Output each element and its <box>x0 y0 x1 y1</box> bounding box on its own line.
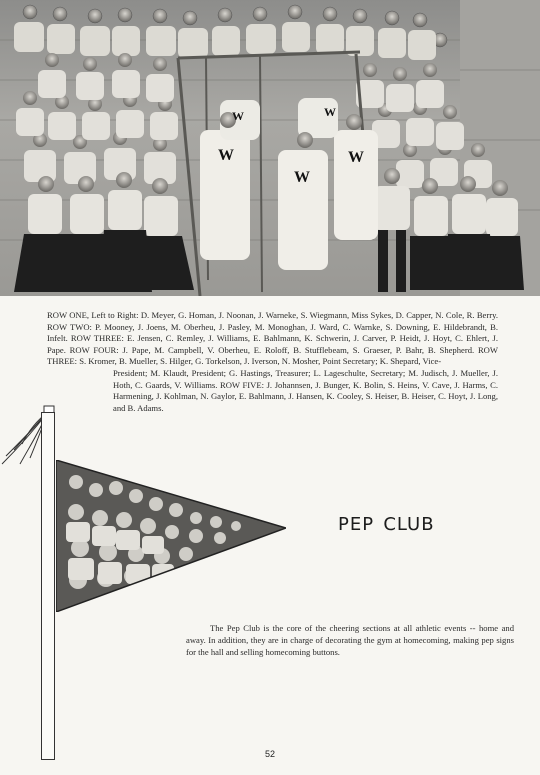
sweater-letter-w-4: W <box>232 109 244 123</box>
pennant-photo <box>56 460 286 612</box>
bleachers-photo-illustration <box>0 0 540 296</box>
body-paragraph-text: The Pep Club is the core of the cheering sections at all athletic events -- home and away. In addition, they are in charge of decorating the gym at homecoming, making pep signs for the hall and selling homecoming buttons. <box>186 623 514 657</box>
group-photo <box>0 0 540 296</box>
sweater-letter-w-3: W <box>348 149 364 166</box>
sweater-letter-w-1: W <box>218 147 234 164</box>
sweater-letter-w-5: W <box>324 105 336 119</box>
page-number: 52 <box>264 749 275 759</box>
pennant-pole <box>41 412 55 760</box>
body-paragraph <box>186 622 514 658</box>
caption-text: ROW ONE, Left to Right: D. Meyer, G. Homan, J. Noonan, J. Warneke, S. Wiegmann, Miss Sykes, D. Capper, N. Cole, R. Berry. ROW TWO: P. Mooney, J. Joens, M. Oberheu, J. Pasley, M. Monoghan, J. Ward, C. Warnke, S. Downing, E. Hildebrandt, B. Infelt. ROW THREE: E. Jensen, C. Remley, J. Williams, E. Bahlmann, K. Schwerin, J. Carver, P. Heidt, J. Hoyt, C. Ehlert, J. Pape. ROW FOUR: J. Pape, M. Campbell, V. Oberheu, E. Roloff, B. Stufflebeam, S. Graeser, P. Bahr, B. Shepherd. ROW THREE: S. Kromer, B. Mueller, S. Hilger, G. Torkelson, J. Iverson, N. Mosher, Point Secretary; K. Shepard, Vice- <box>47 310 498 367</box>
caption-text-indented: President; M. Klaudt, President; G. Hastings, Treasurer; L. Lageschulte, Secretary; M. Judisch, J. Mueller, J. Hoth, C. Gaards, V. Williams. ROW FIVE: J. Johannsen, J. Bunger, K. Bolin, S. Heins, V. Cave, J. Harms, C. Harmening, J. Kohlman, N. Gaylor, E. Bahlmann, J. Hansen, K. Cooley, S. Heiser, B. Heiser, C. Hoyt, J. Long, and B. Adams. <box>113 367 498 413</box>
photo-caption <box>47 310 498 414</box>
sweater-letter-w-2: W <box>294 169 310 186</box>
section-title: pep club <box>338 507 435 537</box>
